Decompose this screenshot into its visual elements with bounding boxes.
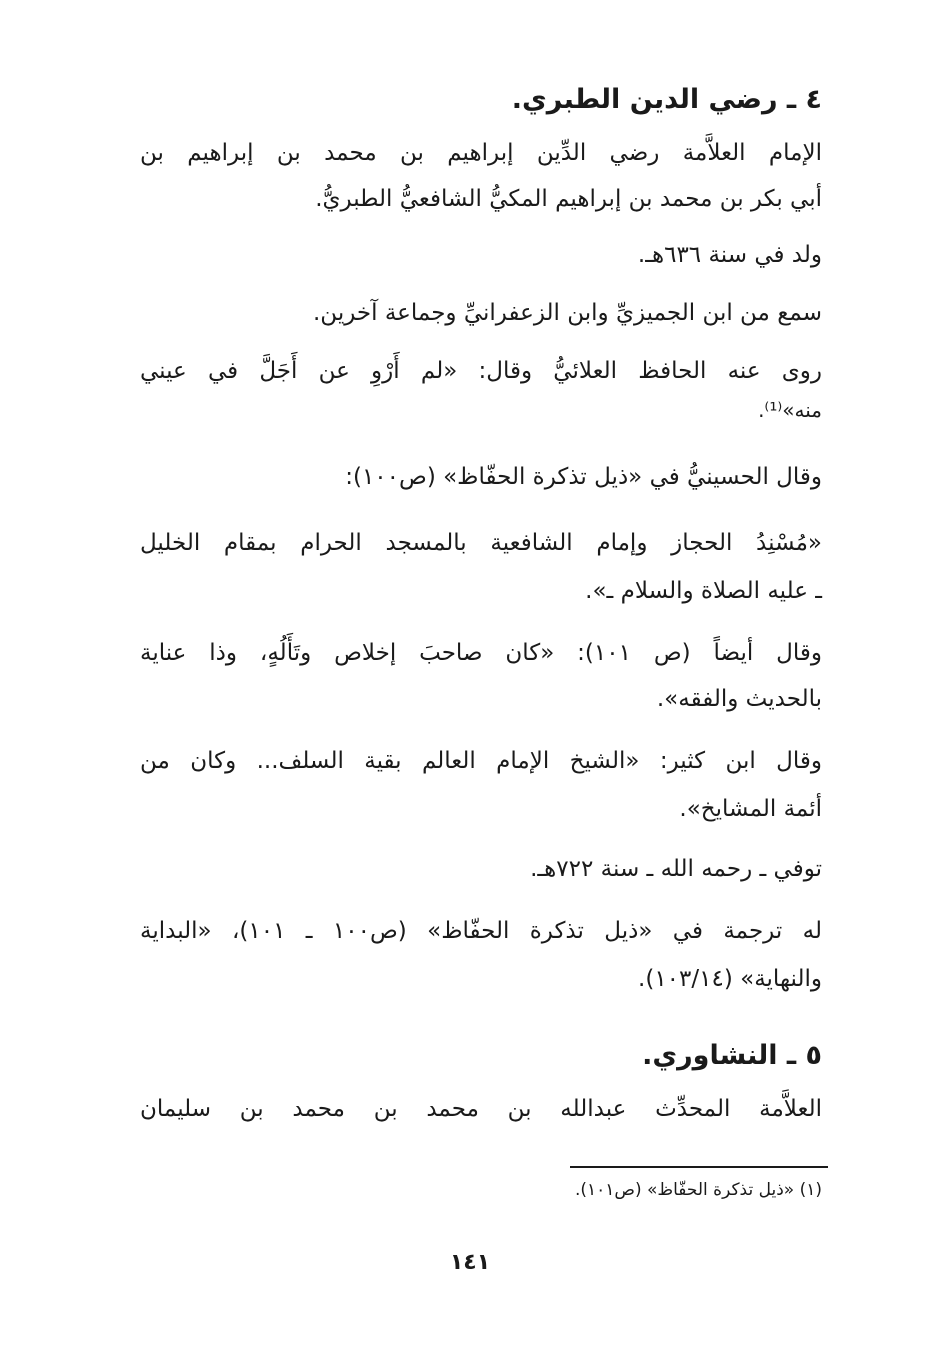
footnote-divider bbox=[570, 1166, 828, 1168]
husayni-line: وقال الحسينيُّ في «ذيل تذكرة الحفّاظ» (ص١٠٠): bbox=[345, 464, 822, 490]
nashawri-line-1: العلاَّمة المحدِّث عبدالله بن محمد بن محمد بن سليمان bbox=[140, 1096, 822, 1122]
alai-quote-line-1: روى عنه الحافظ العلائيُّ وقال: «لم أَرْوِ عن أَجَلَّ في عيني bbox=[140, 358, 822, 384]
page-number: ١٤١ bbox=[449, 1250, 491, 1275]
sources-line-2: والنهاية» (١٠٣/١٤). bbox=[638, 966, 822, 992]
footnote: (١) «ذيل تذكرة الحفّاظ» (ص١٠١). bbox=[574, 1180, 822, 1200]
bio-line-2: أبي بكر بن محمد بن إبراهيم المكيُّ الشافعيُّ الطبريُّ. bbox=[315, 186, 822, 212]
birth-line: ولد في سنة ٦٣٦هـ. bbox=[637, 242, 822, 268]
section-heading-nashawri: ٥ ـ النشاوري. bbox=[642, 1040, 822, 1071]
ibn-kathir-line-2: أئمة المشايخ». bbox=[679, 796, 822, 822]
also-said-line-1: وقال أيضاً (ص ١٠١): «كان صاحبَ إخلاص وتَأَلُهٍ، وذا عناية bbox=[140, 640, 822, 666]
section-heading-tabari: ٤ ـ رضي الدين الطبري. bbox=[511, 84, 822, 115]
ibn-kathir-line-1: وقال ابن كثير: «الشيخ الإمام العالم بقية السلف... وكان من bbox=[140, 748, 822, 774]
death-line: توفي ـ رحمه الله ـ سنة ٧٢٢هـ. bbox=[530, 856, 822, 882]
sources-line-1: له ترجمة في «ذيل تذكرة الحفّاظ» (ص١٠٠ ـ ١٠١)، «البداية bbox=[140, 918, 822, 944]
teachers-line: سمع من ابن الجميزيِّ وابن الزعفرانيِّ وجماعة آخرين. bbox=[313, 300, 822, 326]
musnid-line-1: «مُسْنِدُ الحجاز وإمام الشافعية بالمسجد الحرام بمقام الخليل bbox=[140, 530, 822, 556]
also-said-line-2: بالحديث والفقه». bbox=[656, 686, 822, 712]
alai-quote-line-2: منه»⁽¹⁾. bbox=[758, 398, 822, 422]
musnid-line-2: ـ عليه الصلاة والسلام ـ». bbox=[585, 578, 822, 604]
bio-line-1: الإمام العلاَّمة رضي الدِّين إبراهيم بن محمد بن إبراهيم بن bbox=[140, 140, 822, 166]
